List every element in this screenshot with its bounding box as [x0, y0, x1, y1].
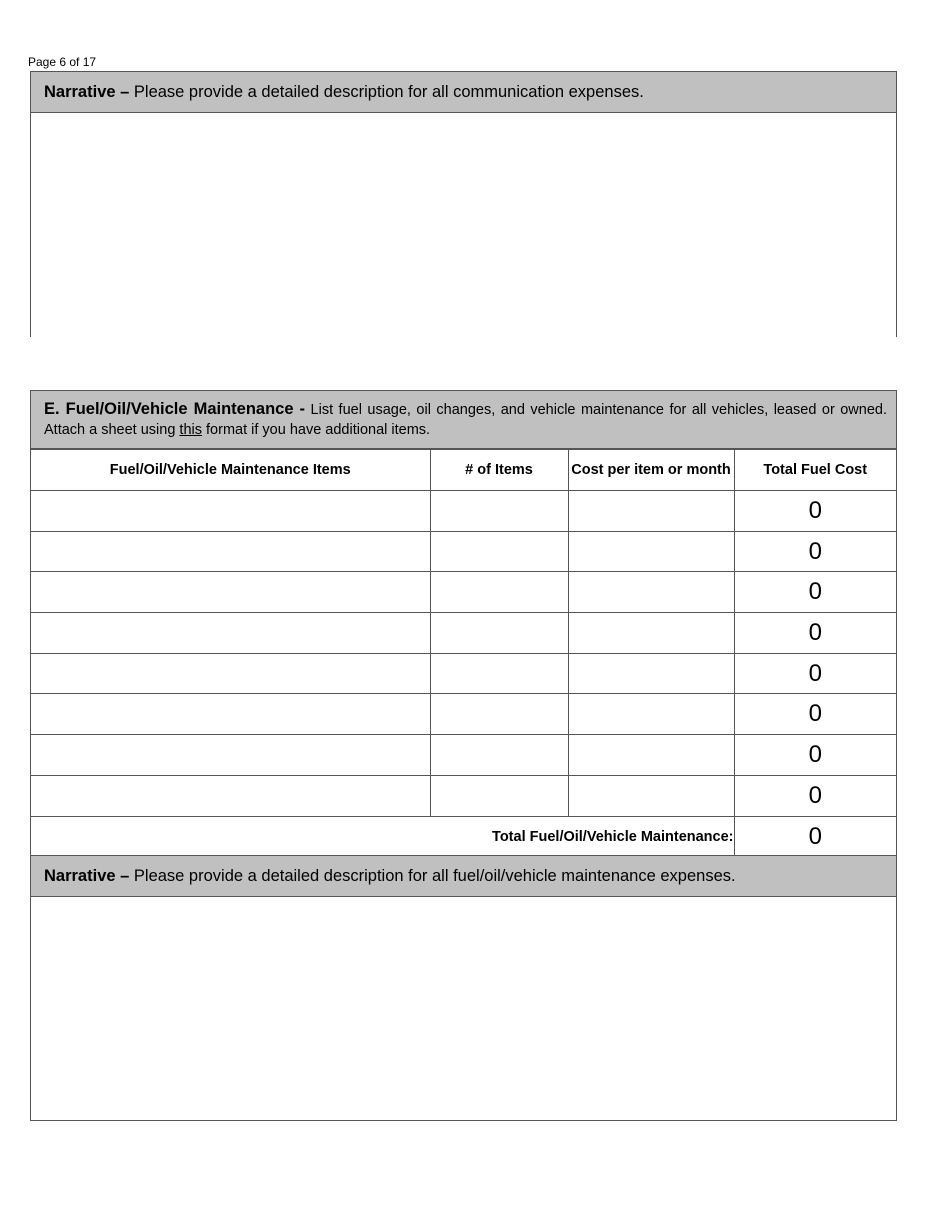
item-input[interactable]	[31, 613, 430, 654]
cost-input[interactable]	[568, 694, 734, 735]
row-total: 0	[734, 694, 896, 735]
row-total: 0	[734, 653, 896, 694]
column-header-items: Fuel/Oil/Vehicle Maintenance Items	[31, 450, 430, 491]
count-input[interactable]	[430, 653, 568, 694]
section-title: E. Fuel/Oil/Vehicle Maintenance -	[44, 400, 306, 418]
count-input[interactable]	[430, 775, 568, 816]
table-header-row	[31, 450, 896, 491]
item-input[interactable]	[31, 775, 430, 816]
cost-input[interactable]	[568, 613, 734, 654]
item-input[interactable]	[31, 735, 430, 776]
item-input[interactable]	[31, 694, 430, 735]
row-total: 0	[734, 775, 896, 816]
count-input[interactable]	[430, 531, 568, 572]
table-row	[31, 531, 896, 572]
communication-narrative-header	[31, 72, 896, 113]
grand-total-label: Total Fuel/Oil/Vehicle Maintenance:	[31, 816, 734, 857]
fuel-maintenance-table	[31, 449, 896, 857]
item-input[interactable]	[31, 572, 430, 613]
table-row	[31, 775, 896, 816]
column-header-cost: Cost per item or month	[568, 450, 734, 491]
row-total: 0	[734, 491, 896, 532]
column-header-total: Total Fuel Cost	[734, 450, 896, 491]
cost-input[interactable]	[568, 735, 734, 776]
item-input[interactable]	[31, 531, 430, 572]
page-number: Page 6 of 17	[28, 55, 97, 69]
table-row	[31, 735, 896, 776]
narrative-label: Narrative –	[44, 82, 130, 101]
section-description-end: format if you have additional items.	[202, 422, 431, 438]
table-row	[31, 653, 896, 694]
row-total: 0	[734, 531, 896, 572]
count-input[interactable]	[430, 735, 568, 776]
row-total: 0	[734, 613, 896, 654]
item-input[interactable]	[31, 491, 430, 532]
count-input[interactable]	[430, 694, 568, 735]
table-row	[31, 694, 896, 735]
count-input[interactable]	[430, 613, 568, 654]
table-row	[31, 491, 896, 532]
table-row	[31, 572, 896, 613]
narrative-label: Narrative –	[44, 866, 130, 885]
cost-input[interactable]	[568, 653, 734, 694]
cost-input[interactable]	[568, 491, 734, 532]
section-description: List fuel usage, oil changes, and vehicle maintenance for all vehicles, leased or owned. Attach a sheet using	[44, 402, 887, 438]
item-input[interactable]	[31, 653, 430, 694]
cost-input[interactable]	[568, 531, 734, 572]
fuel-narrative-header	[31, 856, 896, 897]
row-total: 0	[734, 572, 896, 613]
fuel-section-header	[31, 391, 896, 449]
grand-total-row	[31, 816, 896, 857]
communication-narrative-input[interactable]	[31, 113, 896, 337]
cost-input[interactable]	[568, 572, 734, 613]
count-input[interactable]	[430, 572, 568, 613]
column-header-count: # of Items	[430, 450, 568, 491]
grand-total-value: 0	[734, 816, 896, 857]
communication-narrative-box	[30, 71, 897, 337]
fuel-maintenance-section	[30, 390, 897, 856]
count-input[interactable]	[430, 491, 568, 532]
table-row	[31, 613, 896, 654]
fuel-narrative-box	[30, 855, 897, 1121]
fuel-narrative-input[interactable]	[31, 897, 896, 1120]
narrative-instructions: Please provide a detailed description for all communication expenses.	[129, 82, 644, 101]
cost-input[interactable]	[568, 775, 734, 816]
section-description-link: this	[179, 422, 202, 438]
narrative-instructions: Please provide a detailed description for all fuel/oil/vehicle maintenance expenses.	[129, 866, 736, 885]
row-total: 0	[734, 735, 896, 776]
